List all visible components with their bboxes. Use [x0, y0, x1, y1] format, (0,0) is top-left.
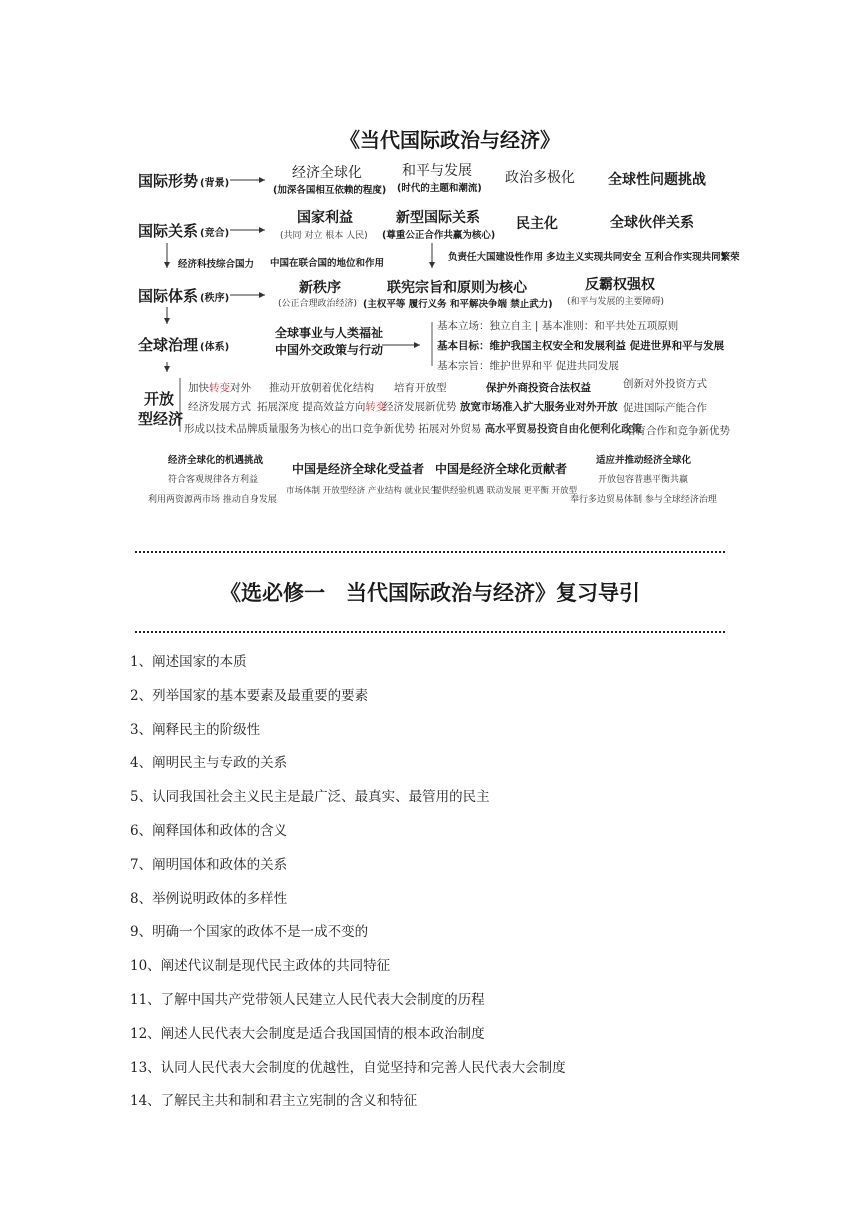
dotted-divider: [135, 631, 725, 633]
node-note: 市场体制 开放型经济 产业结构 就业民生: [286, 486, 439, 496]
node-note: (共同 对立 根本 人民): [280, 231, 368, 241]
node-multipolarity: 政治多极化: [505, 170, 575, 186]
level-international-situation: 国际形势 (背景): [138, 172, 230, 190]
node-note: 创新对外投资方式: [623, 378, 707, 390]
list-item: 1、阐述国家的本质: [130, 654, 247, 670]
node-note: 培育开放型: [394, 382, 447, 394]
node-global-partnership: 全球伙伴关系: [610, 215, 694, 231]
node-note: (和平与发展的主要障碍): [567, 297, 665, 307]
node-national-interest: 国家利益: [297, 210, 353, 226]
list-item: 5、认同我国社会主义民主是最广泛、最真实、最管用的民主: [130, 789, 490, 806]
node-note: 经济发展新优势: [383, 401, 457, 413]
node-note: 奉行多边贸易体制 参与全球经济治理: [570, 495, 717, 505]
node-democratization: 民主化: [516, 216, 558, 232]
node-note: 开放包容普惠平衡共赢: [598, 475, 689, 485]
node-note: 形成以技术品牌质量服务为核心的出口竞争新优势 拓展对外贸易 高水平贸易投资自由化便利化政策: [184, 423, 643, 435]
list-item: 13、认同人民代表大会制度的优越性，自觉坚持和完善人民代表大会制度: [130, 1059, 566, 1076]
node-economic-globalization: 经济全球化: [292, 165, 362, 181]
node-note: 保护外商投资合法权益: [486, 382, 591, 394]
node-note: 提供经验机遇 联动发展 更平衡 开放型: [433, 486, 578, 496]
node-note: (时代的主题和潮流): [397, 183, 482, 194]
list-item: 14、了解民主共和制和君主立宪制的含义和特征: [130, 1093, 418, 1110]
node-peace-development: 和平与发展: [402, 163, 472, 179]
policy-item: 基本宗旨：维护世界和平 促进共同发展: [437, 360, 619, 372]
node-note: 促进国际产能合作: [623, 402, 707, 414]
node-new-order: 新秩序: [299, 280, 341, 296]
node-note: 负责任大国建设性作用 多边主义实现共同安全 互利合作实现共同繁荣: [448, 252, 740, 263]
level-international-relations: 国际关系 (竞合): [138, 222, 230, 240]
list-item: 3、阐释民主的阶级性: [130, 721, 261, 738]
node-note: 中国在联合国的地位和作用: [270, 258, 385, 269]
node-note: 经济发展方式: [188, 401, 251, 413]
level-open-economy-2: 型经济: [138, 410, 184, 428]
mind-map-diagram: [130, 110, 740, 520]
node-note: (公正合理政治经济): [278, 299, 358, 309]
list-item: 4、阐明民主与专政的关系: [130, 755, 288, 772]
node-note: (加深各国相互依赖的程度): [273, 185, 387, 196]
node-note: 符合客观规律各方利益: [168, 475, 259, 485]
node-anti-hegemony: 反霸权强权: [585, 277, 655, 293]
node-note: (主权平等 履行义务 和平解决争端 禁止武力): [363, 299, 553, 310]
node-note: 经济全球化的机遇挑战: [168, 455, 264, 466]
list-item: 9、明确一个国家的政体不是一成不变的: [130, 924, 369, 941]
policy-item: 基本目标：维护我国主权安全和发展利益 促进世界和平与发展: [437, 340, 725, 352]
list-item: 10、阐述代议制是现代民主政体的共同特征: [130, 958, 391, 975]
list-item: 6、阐释国体和政体的含义: [130, 822, 288, 839]
node-note: 适应并推动经济全球化: [596, 455, 692, 466]
level-global-governance: 全球治理 (体系): [138, 336, 230, 354]
node-note: 利用两资源两市场 推动自身发展: [148, 495, 277, 505]
node-foreign-policy: 中国外交政策与行动: [275, 343, 384, 357]
level-international-system: 国际体系 (秩序): [138, 287, 230, 305]
node-note: 拓展深度 提高效益方向转变: [257, 401, 387, 413]
node-global-cause: 全球事业与人类福祉: [275, 326, 384, 340]
guide-title: 《选必修一 当代国际政治与经济》复习导引: [220, 580, 640, 605]
level-open-economy: 开放: [144, 390, 175, 408]
list-item: 11、了解中国共产党带领人民建立人民代表大会制度的历程: [130, 991, 485, 1008]
node-note: 培育合作和竞争新优势: [625, 425, 730, 437]
node-contributor: 中国是经济全球化贡献者: [435, 462, 568, 476]
diagram-title: 《当代国际政治与经济》: [340, 128, 560, 152]
list-item: 12、阐述人民代表大会制度是适合我国国情的根本政治制度: [130, 1025, 485, 1042]
policy-item: 基本立场：独立自主 | 基本准则：和平共处五项原则: [437, 320, 679, 332]
list-item: 8、举例说明政体的多样性: [130, 890, 288, 907]
node-un-charter: 联宪宗旨和原则为核心: [387, 280, 527, 296]
node-beneficiary: 中国是经济全球化受益者: [292, 462, 425, 476]
list-item: 2、列举国家的基本要素及最重要的要素: [130, 687, 369, 704]
node-global-challenges: 全球性问题挑战: [608, 172, 706, 188]
node-new-relations: 新型国际关系: [396, 210, 480, 226]
review-guide-list: [130, 650, 566, 1123]
node-note: 推动开放朝着优化结构: [269, 382, 374, 394]
node-note: 经济科技综合国力: [178, 259, 255, 270]
list-item: 7、阐明国体和政体的关系: [130, 856, 288, 873]
node-note: 加快转变对外: [188, 382, 251, 394]
dotted-divider: [135, 551, 725, 553]
node-note: 放宽市场准入扩大服务业对外开放: [460, 401, 618, 413]
node-note: (尊重公正合作共赢为核心): [382, 230, 496, 241]
